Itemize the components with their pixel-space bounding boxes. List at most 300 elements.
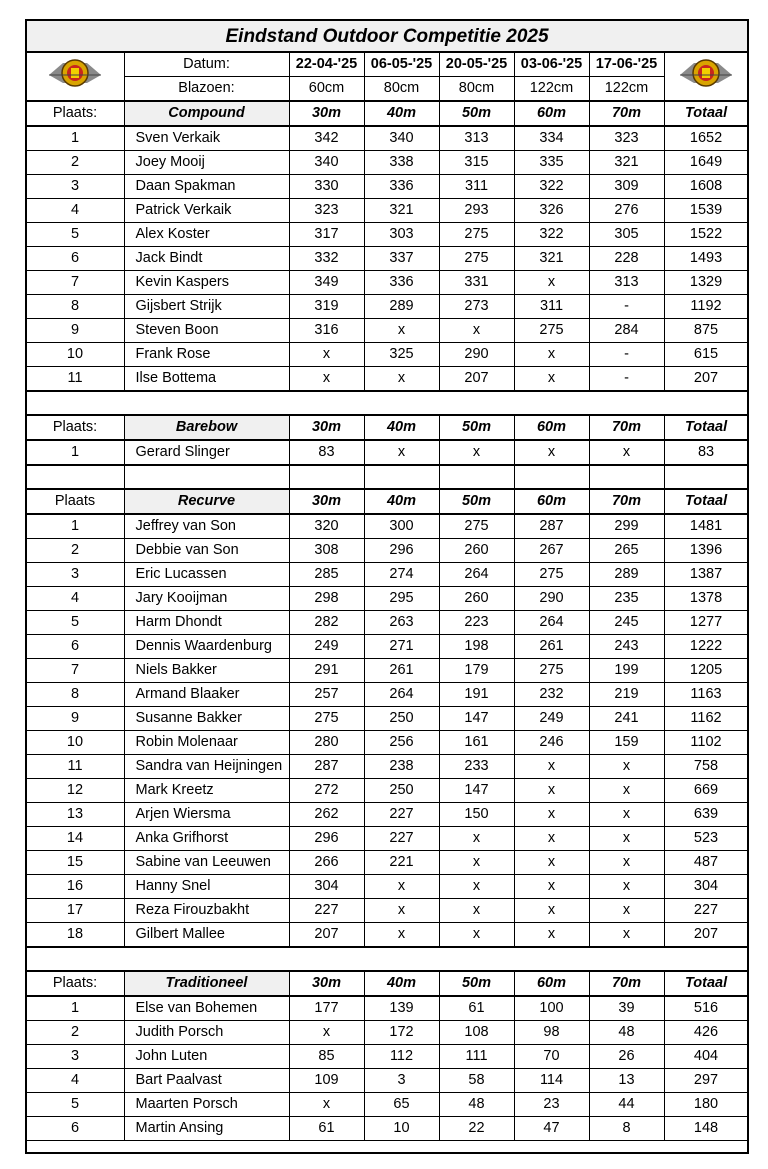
total-cell: 1192	[664, 295, 748, 319]
place-cell: 13	[26, 803, 124, 827]
score-cell: 330	[289, 175, 364, 199]
score-cell: 191	[439, 683, 514, 707]
total-cell: 1396	[664, 539, 748, 563]
score-cell: 147	[439, 779, 514, 803]
table-row	[26, 899, 748, 923]
place-cell: 14	[26, 827, 124, 851]
score-cell: 311	[514, 295, 589, 319]
column-header: 70m	[589, 101, 664, 126]
total-cell: 1163	[664, 683, 748, 707]
score-cell: 265	[589, 539, 664, 563]
place-cell: 4	[26, 199, 124, 223]
place-cell: 7	[26, 659, 124, 683]
score-cell: 263	[364, 611, 439, 635]
score-cell: 48	[439, 1093, 514, 1117]
score-cell: 340	[289, 151, 364, 175]
score-cell: x	[439, 875, 514, 899]
spacer-row	[26, 465, 748, 489]
column-header: 50m	[439, 101, 514, 126]
category-label: Compound	[124, 101, 289, 126]
score-cell: 219	[589, 683, 664, 707]
table-row	[26, 755, 748, 779]
score-cell: 320	[289, 514, 364, 539]
score-cell: 13	[589, 1069, 664, 1093]
category-label: Barebow	[124, 415, 289, 440]
column-header: 60m	[514, 101, 589, 126]
score-cell: x	[514, 367, 589, 392]
table-row	[26, 126, 748, 151]
table-row	[26, 611, 748, 635]
place-cell: 3	[26, 1045, 124, 1069]
score-cell: 300	[364, 514, 439, 539]
score-cell: 232	[514, 683, 589, 707]
total-cell: 1522	[664, 223, 748, 247]
archer-name: Mark Kreetz	[124, 779, 289, 803]
score-cell: x	[364, 875, 439, 899]
column-header: 40m	[364, 489, 439, 514]
score-cell: x	[514, 923, 589, 948]
score-cell: 315	[439, 151, 514, 175]
score-cell: 298	[289, 587, 364, 611]
place-cell: 1	[26, 996, 124, 1021]
score-cell: 275	[514, 563, 589, 587]
score-cell: 23	[514, 1093, 589, 1117]
score-cell: 321	[589, 151, 664, 175]
total-cell: 615	[664, 343, 748, 367]
total-cell: 207	[664, 923, 748, 948]
score-cell: 280	[289, 731, 364, 755]
score-cell: 266	[289, 851, 364, 875]
table-row	[26, 996, 748, 1021]
score-cell: 100	[514, 996, 589, 1021]
archer-name: Harm Dhondt	[124, 611, 289, 635]
empty-cell	[289, 465, 364, 489]
column-header: 70m	[589, 489, 664, 514]
score-cell: 336	[364, 175, 439, 199]
score-cell: x	[439, 827, 514, 851]
score-cell: x	[514, 875, 589, 899]
score-cell: 272	[289, 779, 364, 803]
archer-name: Debbie van Son	[124, 539, 289, 563]
total-cell: 1378	[664, 587, 748, 611]
place-cell: 7	[26, 271, 124, 295]
score-cell: 299	[589, 514, 664, 539]
score-cell: 271	[364, 635, 439, 659]
score-cell: 305	[589, 223, 664, 247]
column-header: 50m	[439, 489, 514, 514]
archer-name: Arjen Wiersma	[124, 803, 289, 827]
score-cell: 293	[439, 199, 514, 223]
archer-name: Reza Firouzbakht	[124, 899, 289, 923]
score-cell: x	[514, 827, 589, 851]
score-cell: 260	[439, 539, 514, 563]
score-cell: 245	[589, 611, 664, 635]
score-cell: 342	[289, 126, 364, 151]
place-cell: 18	[26, 923, 124, 948]
column-header: 60m	[514, 489, 589, 514]
column-header: Totaal	[664, 415, 748, 440]
score-cell: 109	[289, 1069, 364, 1093]
score-cell: x	[439, 851, 514, 875]
score-cell: 275	[439, 514, 514, 539]
score-cell: 228	[589, 247, 664, 271]
category-label: Recurve	[124, 489, 289, 514]
table-row	[26, 295, 748, 319]
score-cell: 290	[439, 343, 514, 367]
table-row	[26, 367, 748, 392]
score-cell: x	[589, 923, 664, 948]
archer-name: Gilbert Mallee	[124, 923, 289, 948]
column-header: 40m	[364, 971, 439, 996]
place-cell: 4	[26, 1069, 124, 1093]
total-cell: 1205	[664, 659, 748, 683]
archer-name: Hanny Snel	[124, 875, 289, 899]
score-cell: 10	[364, 1117, 439, 1141]
score-cell: 325	[364, 343, 439, 367]
empty-cell	[364, 465, 439, 489]
section-header-row	[26, 971, 748, 996]
score-cell: 238	[364, 755, 439, 779]
total-cell: 1493	[664, 247, 748, 271]
total-cell: 227	[664, 899, 748, 923]
total-cell: 758	[664, 755, 748, 779]
archer-name: Daan Spakman	[124, 175, 289, 199]
place-cell: 4	[26, 587, 124, 611]
score-cell: 264	[439, 563, 514, 587]
score-cell: 289	[364, 295, 439, 319]
score-cell: 58	[439, 1069, 514, 1093]
score-cell: 275	[289, 707, 364, 731]
score-cell: 285	[289, 563, 364, 587]
table-row	[26, 803, 748, 827]
score-cell: -	[589, 367, 664, 392]
total-cell: 1222	[664, 635, 748, 659]
archery-club-emblem-icon	[674, 53, 738, 93]
logo-left	[26, 52, 124, 101]
score-cell: 295	[364, 587, 439, 611]
archer-name: John Luten	[124, 1045, 289, 1069]
score-cell: 22	[439, 1117, 514, 1141]
target-face: 60cm	[289, 77, 364, 102]
target-face: 122cm	[589, 77, 664, 102]
score-cell: x	[514, 343, 589, 367]
score-cell: 323	[289, 199, 364, 223]
score-cell: 243	[589, 635, 664, 659]
score-cell: 172	[364, 1021, 439, 1045]
score-cell: 289	[589, 563, 664, 587]
score-cell: 287	[514, 514, 589, 539]
archer-name: Sven Verkaik	[124, 126, 289, 151]
place-cell: 5	[26, 611, 124, 635]
table-row	[26, 199, 748, 223]
score-cell: 161	[439, 731, 514, 755]
score-cell: 303	[364, 223, 439, 247]
score-cell: 223	[439, 611, 514, 635]
score-cell: 177	[289, 996, 364, 1021]
place-cell: 1	[26, 514, 124, 539]
score-cell: 65	[364, 1093, 439, 1117]
score-cell: 273	[439, 295, 514, 319]
place-cell: 17	[26, 899, 124, 923]
archer-name: Frank Rose	[124, 343, 289, 367]
table-row	[26, 223, 748, 247]
place-cell: 8	[26, 295, 124, 319]
score-cell: 275	[439, 223, 514, 247]
score-cell: 249	[514, 707, 589, 731]
score-cell: 61	[289, 1117, 364, 1141]
score-cell: 321	[514, 247, 589, 271]
empty-cell	[514, 465, 589, 489]
table-row	[26, 343, 748, 367]
total-cell: 1539	[664, 199, 748, 223]
score-cell: 147	[439, 707, 514, 731]
score-cell: 241	[589, 707, 664, 731]
table-row	[26, 440, 748, 465]
score-cell: x	[439, 319, 514, 343]
score-cell: 256	[364, 731, 439, 755]
place-cell: 2	[26, 539, 124, 563]
score-cell: 296	[364, 539, 439, 563]
table-row	[26, 271, 748, 295]
round-date: 03-06-'25	[514, 52, 589, 77]
table-row	[26, 827, 748, 851]
total-cell: 1387	[664, 563, 748, 587]
column-header: 40m	[364, 415, 439, 440]
score-cell: 316	[289, 319, 364, 343]
score-cell: 179	[439, 659, 514, 683]
score-cell: 311	[439, 175, 514, 199]
score-cell: 227	[364, 803, 439, 827]
archer-name: Gerard Slinger	[124, 440, 289, 465]
score-cell: 284	[589, 319, 664, 343]
score-cell: x	[364, 899, 439, 923]
place-label: Plaats:	[26, 415, 124, 440]
score-cell: 250	[364, 779, 439, 803]
empty-cell	[664, 465, 748, 489]
score-cell: -	[589, 343, 664, 367]
column-header: 70m	[589, 971, 664, 996]
empty-cell	[124, 465, 289, 489]
table-row	[26, 635, 748, 659]
spacer-row	[26, 947, 748, 971]
score-cell: 261	[514, 635, 589, 659]
score-cell: 257	[289, 683, 364, 707]
place-cell: 15	[26, 851, 124, 875]
archer-name: Jack Bindt	[124, 247, 289, 271]
score-cell: 3	[364, 1069, 439, 1093]
total-cell: 297	[664, 1069, 748, 1093]
total-cell: 1102	[664, 731, 748, 755]
score-cell: 308	[289, 539, 364, 563]
total-cell: 180	[664, 1093, 748, 1117]
logo-right	[664, 52, 748, 101]
score-cell: x	[589, 827, 664, 851]
results-table	[25, 19, 749, 1141]
table-row	[26, 319, 748, 343]
round-date: 06-05-'25	[364, 52, 439, 77]
place-cell: 11	[26, 367, 124, 392]
score-cell: x	[289, 343, 364, 367]
archer-name: Bart Paalvast	[124, 1069, 289, 1093]
score-cell: x	[514, 440, 589, 465]
place-label: Plaats:	[26, 971, 124, 996]
score-cell: x	[289, 1021, 364, 1045]
score-cell: x	[364, 440, 439, 465]
archer-name: Gijsbert Strijk	[124, 295, 289, 319]
score-cell: 260	[439, 587, 514, 611]
category-label: Traditioneel	[124, 971, 289, 996]
column-header: 50m	[439, 971, 514, 996]
table-row	[26, 1069, 748, 1093]
score-cell: x	[364, 923, 439, 948]
archer-name: Susanne Bakker	[124, 707, 289, 731]
round-date: 17-06-'25	[589, 52, 664, 77]
score-cell: 275	[514, 319, 589, 343]
score-cell: 98	[514, 1021, 589, 1045]
score-cell: 317	[289, 223, 364, 247]
score-cell: 267	[514, 539, 589, 563]
table-row	[26, 779, 748, 803]
total-cell: 426	[664, 1021, 748, 1045]
place-cell: 6	[26, 247, 124, 271]
archer-name: Anka Grifhorst	[124, 827, 289, 851]
score-cell: 323	[589, 126, 664, 151]
empty-cell	[589, 465, 664, 489]
archer-name: Sabine van Leeuwen	[124, 851, 289, 875]
score-cell: 331	[439, 271, 514, 295]
archer-name: Judith Porsch	[124, 1021, 289, 1045]
total-cell: 669	[664, 779, 748, 803]
place-cell: 8	[26, 683, 124, 707]
blazoen-label: Blazoen:	[124, 77, 289, 102]
column-header: 30m	[289, 489, 364, 514]
archer-name: Maarten Porsch	[124, 1093, 289, 1117]
archer-name: Else van Bohemen	[124, 996, 289, 1021]
archery-club-emblem-icon	[43, 53, 107, 93]
total-cell: 1481	[664, 514, 748, 539]
score-cell: 262	[289, 803, 364, 827]
score-cell: 8	[589, 1117, 664, 1141]
score-cell: 199	[589, 659, 664, 683]
score-cell: 39	[589, 996, 664, 1021]
score-cell: 319	[289, 295, 364, 319]
place-cell: 2	[26, 1021, 124, 1045]
section-header-row	[26, 415, 748, 440]
place-cell: 5	[26, 223, 124, 247]
place-cell: 10	[26, 731, 124, 755]
score-cell: 26	[589, 1045, 664, 1069]
table-row	[26, 707, 748, 731]
archer-name: Patrick Verkaik	[124, 199, 289, 223]
archer-name: Kevin Kaspers	[124, 271, 289, 295]
empty-cell	[26, 391, 748, 415]
score-cell: 335	[514, 151, 589, 175]
score-cell: 108	[439, 1021, 514, 1045]
score-cell: x	[589, 899, 664, 923]
score-cell: 44	[589, 1093, 664, 1117]
total-cell: 148	[664, 1117, 748, 1141]
score-cell: x	[289, 367, 364, 392]
column-header: 50m	[439, 415, 514, 440]
archer-name: Alex Koster	[124, 223, 289, 247]
place-cell: 2	[26, 151, 124, 175]
round-date: 20-05-'25	[439, 52, 514, 77]
table-row	[26, 659, 748, 683]
empty-cell	[26, 465, 124, 489]
total-cell: 404	[664, 1045, 748, 1069]
section-header-row	[26, 489, 748, 514]
column-header: Totaal	[664, 489, 748, 514]
empty-cell	[439, 465, 514, 489]
score-cell: 83	[289, 440, 364, 465]
archer-name: Jeffrey van Son	[124, 514, 289, 539]
table-row	[26, 563, 748, 587]
table-row	[26, 875, 748, 899]
place-cell: 10	[26, 343, 124, 367]
score-cell: 48	[589, 1021, 664, 1045]
column-header: 60m	[514, 415, 589, 440]
total-cell: 1329	[664, 271, 748, 295]
score-cell: x	[514, 851, 589, 875]
total-cell: 83	[664, 440, 748, 465]
table-row	[26, 851, 748, 875]
score-cell: 47	[514, 1117, 589, 1141]
total-cell: 304	[664, 875, 748, 899]
archer-name: Dennis Waardenburg	[124, 635, 289, 659]
column-header: Totaal	[664, 101, 748, 126]
archer-name: Jary Kooijman	[124, 587, 289, 611]
score-cell: 111	[439, 1045, 514, 1069]
place-label: Plaats:	[26, 101, 124, 126]
score-cell: 207	[289, 923, 364, 948]
score-cell: x	[364, 367, 439, 392]
score-cell: 274	[364, 563, 439, 587]
table-row	[26, 247, 748, 271]
archer-name: Martin Ansing	[124, 1117, 289, 1141]
score-cell: 276	[589, 199, 664, 223]
score-cell: x	[589, 803, 664, 827]
archer-name: Sandra van Heijningen	[124, 755, 289, 779]
score-cell: 85	[289, 1045, 364, 1069]
total-cell: 1649	[664, 151, 748, 175]
column-header: 60m	[514, 971, 589, 996]
place-cell: 12	[26, 779, 124, 803]
score-cell: x	[589, 440, 664, 465]
column-header: 40m	[364, 101, 439, 126]
score-cell: 159	[589, 731, 664, 755]
score-cell: x	[589, 779, 664, 803]
total-cell: 639	[664, 803, 748, 827]
place-cell: 9	[26, 707, 124, 731]
score-cell: 264	[364, 683, 439, 707]
score-cell: 227	[289, 899, 364, 923]
score-cell: x	[514, 803, 589, 827]
total-cell: 207	[664, 367, 748, 392]
table-row	[26, 587, 748, 611]
table-row	[26, 175, 748, 199]
column-header: 30m	[289, 101, 364, 126]
place-cell: 6	[26, 1117, 124, 1141]
score-cell: 261	[364, 659, 439, 683]
score-cell: x	[439, 923, 514, 948]
total-cell: 875	[664, 319, 748, 343]
score-cell: 112	[364, 1045, 439, 1069]
table-row	[26, 1093, 748, 1117]
archer-name: Ilse Bottema	[124, 367, 289, 392]
score-cell: x	[514, 899, 589, 923]
table-row	[26, 731, 748, 755]
score-cell: 296	[289, 827, 364, 851]
